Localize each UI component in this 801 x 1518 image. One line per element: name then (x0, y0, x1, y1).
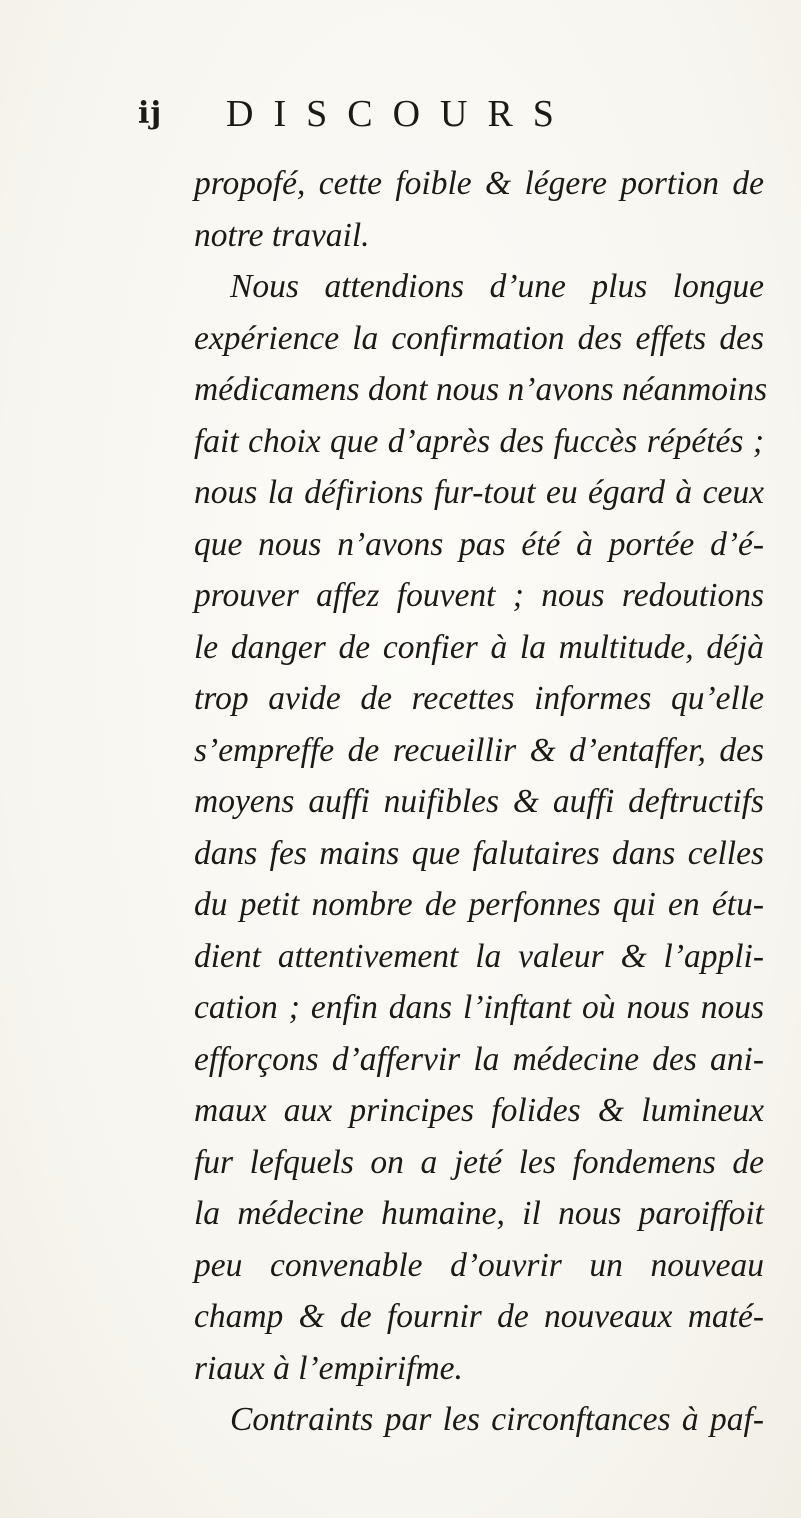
text-line: le danger de confier à la multitude, déjà (194, 628, 764, 666)
text-line: la médecine humaine, il nous paroiffoit (194, 1195, 764, 1232)
text-line: dans fes mains que falutaires dans celles (194, 834, 764, 872)
text-line: fur lefquels on a jeté les fondemens de (194, 1143, 764, 1181)
running-title: DISCOURS (226, 93, 574, 135)
text-line: cation ; enfin dans l’inftant où nous nous (194, 989, 764, 1026)
page-number: ij (138, 96, 163, 131)
text-line: notre travail. (194, 216, 370, 254)
text-line: maux aux principes folides & lumineux (194, 1092, 764, 1129)
text-line: riaux à l’empirifme. (194, 1349, 463, 1387)
text-line: dient attentivement la valeur & l’appli- (194, 937, 764, 975)
page-header (138, 88, 738, 148)
text-line: nous la défirions fur-tout eu égard à ceux (194, 474, 764, 511)
text-line: que nous n’avons pas été à portée d’é- (194, 525, 764, 563)
text-line: Nous attendions d’une plus longue (230, 268, 764, 305)
text-line: expérience la confirmation des effets des (194, 319, 764, 357)
body-text (194, 158, 768, 1446)
text-line: médicamens dont nous n’avons néanmoins (194, 371, 768, 408)
text-line: trop avide de recettes informes qu’elle (194, 680, 764, 717)
text-line: peu convenable d’ouvrir un nouveau (194, 1246, 764, 1284)
text-line: prouver affez fouvent ; nous redoutions (194, 577, 764, 614)
text-line: Contraints par les circonftances à paf- (230, 1401, 764, 1438)
text-line: propofé, cette foible & légere portion de (194, 165, 764, 202)
text-line: fait choix que d’après des fuccès répétés ; (194, 422, 764, 460)
text-line: du petit nombre de perfonnes qui en étu- (194, 886, 764, 923)
text-line: s’empreffe de recueillir & d’entaffer, des (194, 731, 764, 769)
text-line: efforçons d’affervir la médecine des ani- (194, 1040, 764, 1078)
text-line: moyens auffi nuifibles & auffi deftructifs (194, 783, 764, 820)
text-line: champ & de fournir de nouveaux maté- (194, 1298, 764, 1335)
